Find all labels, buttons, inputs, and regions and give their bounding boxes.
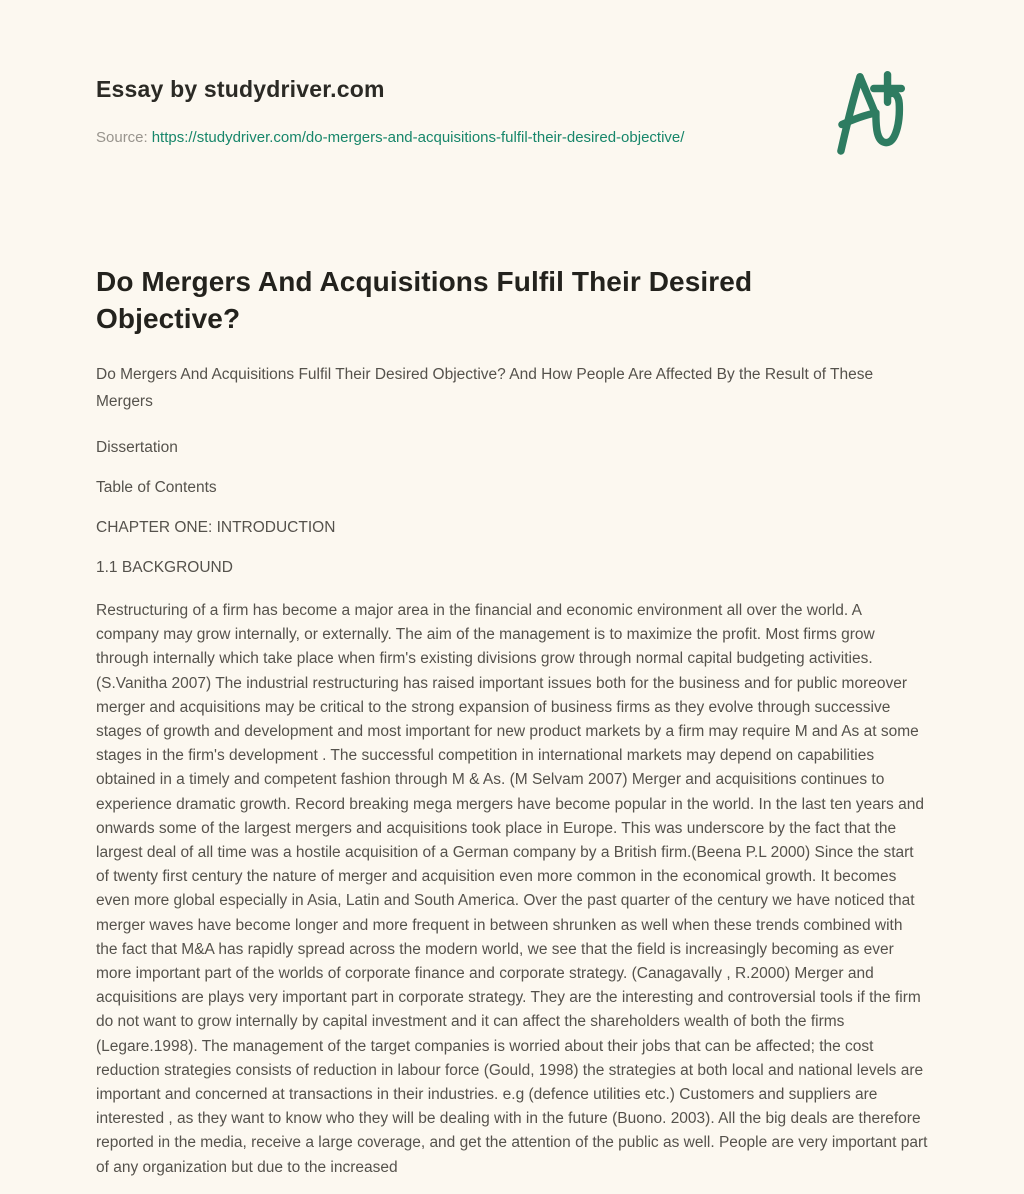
table-of-contents-label: Table of Contents	[96, 479, 217, 496]
chapter-heading: CHAPTER ONE: INTRODUCTION	[96, 519, 336, 536]
a-plus-logo-icon	[824, 62, 932, 168]
document-header	[96, 76, 928, 148]
page-subtitle: Do Mergers And Acquisitions Fulfil Their Desired Objective? And How People Are Affected By the Result of These Mergers	[96, 366, 874, 410]
source-line	[96, 128, 928, 148]
source-label: Source:	[96, 129, 148, 146]
document-type-label: Dissertation	[96, 439, 178, 456]
page-title: Do Mergers And Acquisitions Fulfil Their Desired Objective?	[96, 266, 753, 334]
body-paragraph: Restructuring of a firm has become a major area in the financial and economic environment all over the world. A company may grow internally, or externally. The aim of the management is to maximize the profit. Most firms grow through internally which take place when firm's existing divisions grow through normal capital budgeting activities.(S.Vanitha 2007) The industrial restructuring has raised important issues both for the business and for public moreover merger and acquisitions may be critical to the strong expansion of business firms as they evolve through successive stages of growth and development and most important for new product markets by a firm may require M and As at some stages in the firm's development . The successful competition in international markets may depend on capabilities obtained in a timely and competent fashion through M & As. (M Selvam 2007) Merger and acquisitions continues to experience dramatic growth. Record breaking mega mergers have become popular in the world. In the last ten years and onwards some of the largest mergers and acquisitions took place in Europe. This was underscore by the fact that the largest deal of all time was a hostile acquisition of a German company by a British firm.(Beena P.L 2000) Since the start of twenty first century the nature of merger and acquisition even more common in the economical growth. It becomes even more global especially in Asia, Latin and South America. Over the past quarter of the century we have noticed that merger waves have become longer and more frequent in between shrunken as well when these trends combined with the fact that M&A has rapidly spread across the modern world, we see that the field is increasingly becoming as ever more important part of the worlds of corporate finance and corporate strategy. (Canagavally , R.2000) Merger and acquisitions are plays very important part in corporate strategy. They are the interesting and controversial tools if the firm do not want to grow internally by capital investment and it can affect the shareholders wealth of both the firms (Legare.1998). The management of the target companies is worried about their jobs that can be affected; the cost reduction strategies consists of reduction in labour force (Gould, 1998) the strategies at both local and national levels are important and concerned at transactions in their industries. e.g (defence utilities etc.) Customers and suppliers are interested , as they want to know who they will be dealing with in the future (Buono. 2003). All the big deals are therefore reported in the media, receive a large coverage, and get the attention of the public as well. People are very important part of any organization but due to the increased	[96, 602, 928, 1176]
document-page	[96, 0, 928, 1180]
header-title: Essay by studydriver.com	[96, 76, 385, 102]
source-link[interactable]: https://studydriver.com/do-mergers-and-acquisitions-fulfil-their-desired-objective/	[151, 129, 685, 146]
section-heading: 1.1 BACKGROUND	[96, 559, 233, 576]
